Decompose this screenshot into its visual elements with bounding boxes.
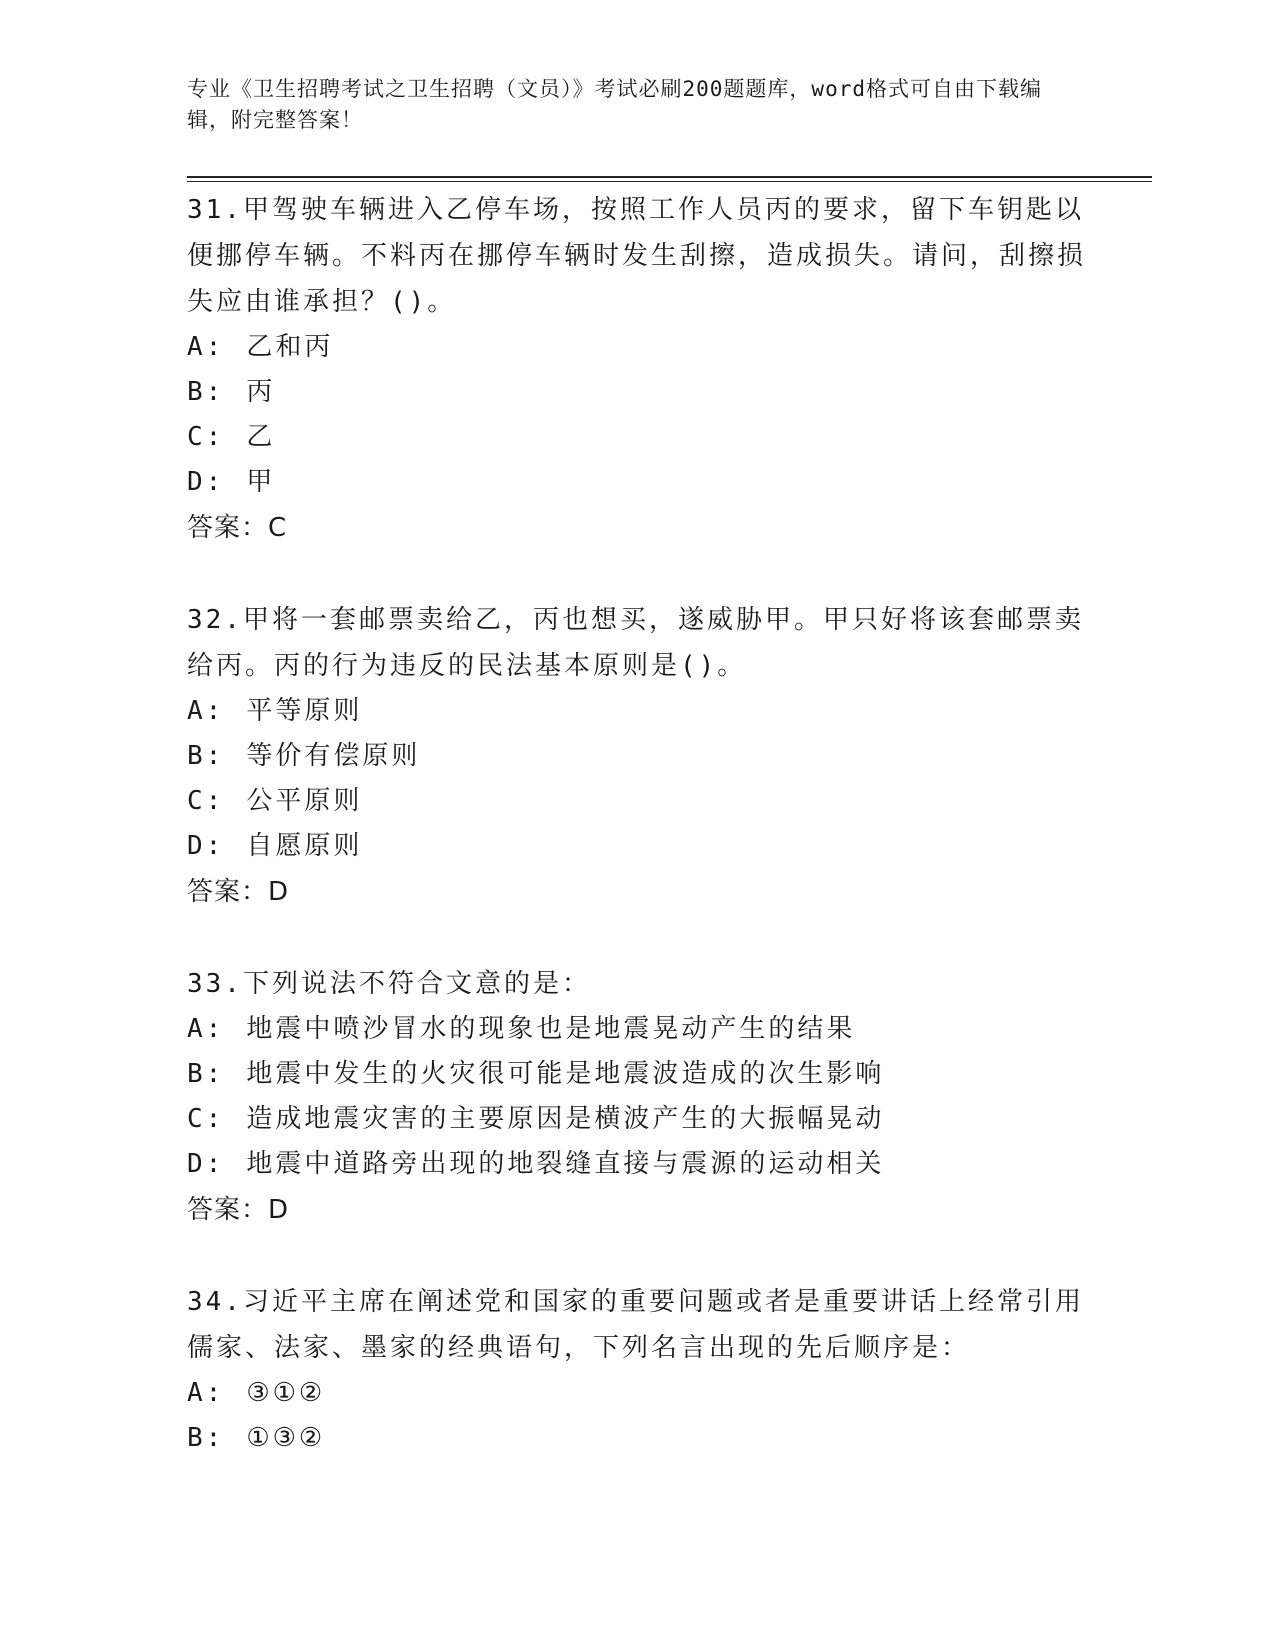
option-key: A: — [187, 1014, 225, 1044]
option-text: 等价有偿原则 — [246, 741, 421, 771]
question-33 — [187, 961, 1087, 1233]
question-32 — [187, 597, 1087, 915]
option-c — [187, 779, 1087, 824]
option-d — [187, 824, 1087, 869]
option-c — [187, 415, 1087, 460]
question-text: 33.下列说法不符合文意的是： — [187, 969, 591, 999]
document-header: 专业《卫生招聘考试之卫生招聘（文员）》考试必刷200题题库，word格式可自由下载编辑，附完整答案！ — [187, 77, 1042, 132]
option-text: 造成地震灾害的主要原因是横波产生的大振幅晃动 — [246, 1104, 885, 1134]
answer-label: 答案：C — [187, 513, 288, 543]
option-text: 公平原则 — [246, 786, 363, 816]
option-text: ①③② — [246, 1423, 326, 1453]
option-text: 自愿原则 — [246, 831, 363, 861]
question-text: 31.甲驾驶车辆进入乙停车场，按照工作人员丙的要求，留下车钥匙以便挪停车辆。不料丙在挪停车辆时发生刮擦，造成损失。请问，刮擦损失应由谁承担？()。 — [187, 195, 1087, 317]
header-divider — [187, 176, 1152, 182]
option-a — [187, 325, 1087, 370]
option-key: A: — [187, 696, 225, 726]
question-34 — [187, 1279, 1087, 1461]
option-key: D: — [187, 467, 225, 497]
answer-label: 答案：D — [187, 877, 290, 907]
option-b — [187, 370, 1087, 415]
option-text: 地震中喷沙冒水的现象也是地震晃动产生的结果 — [246, 1014, 856, 1044]
option-a — [187, 689, 1087, 734]
option-key: A: — [187, 1378, 225, 1408]
option-d — [187, 1142, 1087, 1187]
option-text: 甲 — [246, 467, 276, 497]
option-b — [187, 1052, 1087, 1097]
option-text: 丙 — [246, 377, 276, 407]
option-text: 乙和丙 — [246, 332, 334, 362]
option-c — [187, 1097, 1087, 1142]
answer-label: 答案：D — [187, 1195, 290, 1225]
option-d — [187, 460, 1087, 505]
option-key: B: — [187, 1059, 225, 1089]
option-key: C: — [187, 786, 225, 816]
option-a — [187, 1371, 1087, 1416]
question-text: 34.习近平主席在阐述党和国家的重要问题或者是重要讲话上经常引用儒家、法家、墨家的经典语句，下列名言出现的先后顺序是： — [187, 1287, 1084, 1363]
option-b — [187, 734, 1087, 779]
option-key: D: — [187, 831, 225, 861]
question-text: 32.甲将一套邮票卖给乙，丙也想买，遂威胁甲。甲只好将该套邮票卖给丙。丙的行为违反的民法基本原则是()。 — [187, 605, 1084, 681]
option-text: 平等原则 — [246, 696, 363, 726]
option-key: D: — [187, 1149, 225, 1179]
option-key: C: — [187, 1104, 225, 1134]
option-b — [187, 1416, 1087, 1461]
option-text: 乙 — [246, 422, 276, 452]
option-key: B: — [187, 377, 225, 407]
option-key: C: — [187, 422, 225, 452]
question-31 — [187, 187, 1087, 551]
option-key: A: — [187, 332, 225, 362]
option-key: B: — [187, 741, 225, 771]
option-text: 地震中发生的火灾很可能是地震波造成的次生影响 — [246, 1059, 885, 1089]
option-text: ③①② — [246, 1378, 326, 1408]
option-a — [187, 1007, 1087, 1052]
question-list — [187, 187, 1087, 1507]
option-key: B: — [187, 1423, 225, 1453]
option-text: 地震中道路旁出现的地裂缝直接与震源的运动相关 — [246, 1149, 885, 1179]
